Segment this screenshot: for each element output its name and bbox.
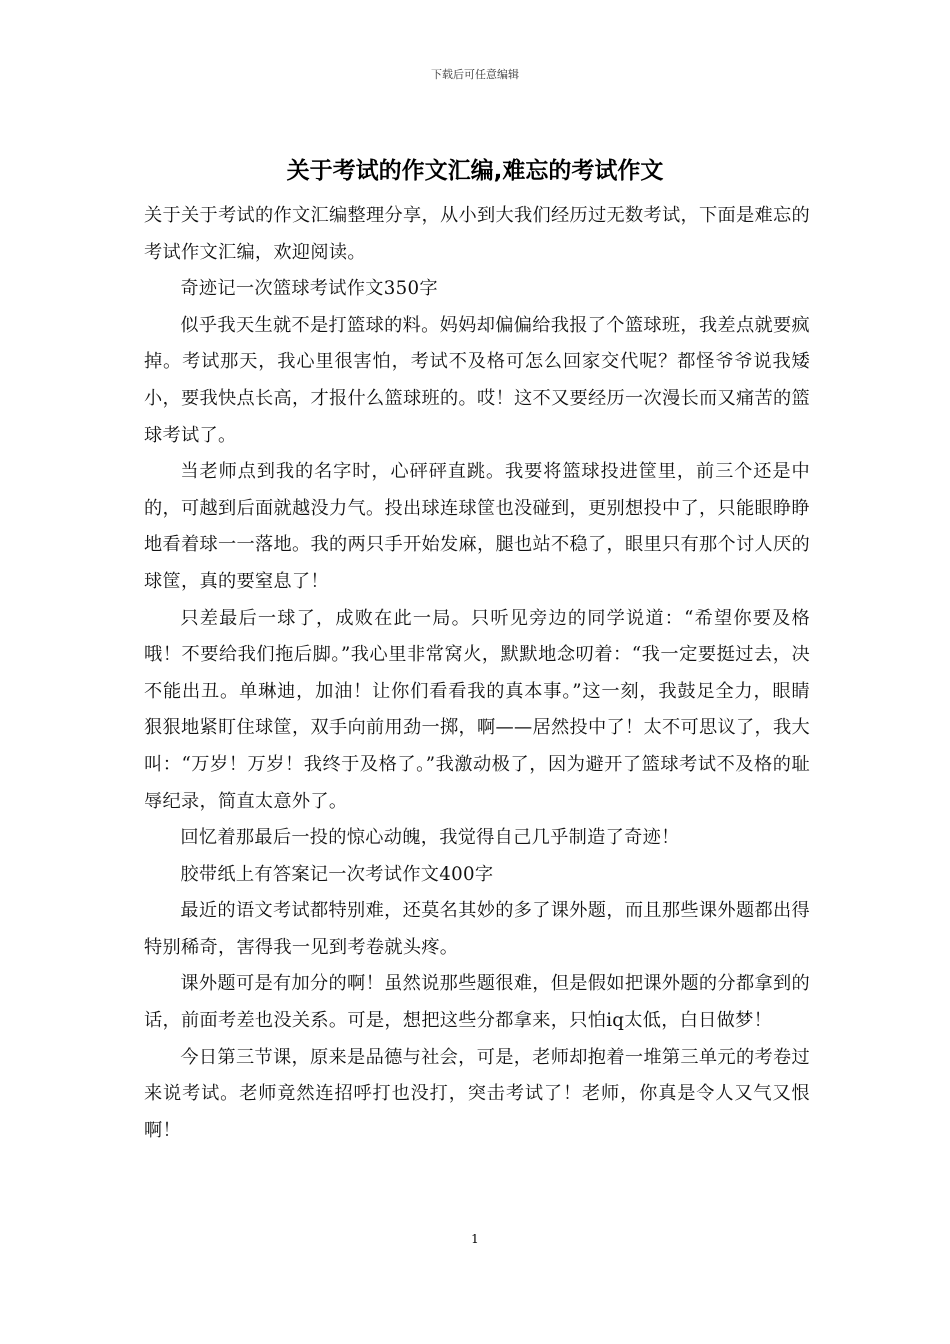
page-number: 1 xyxy=(471,1232,479,1246)
paragraph: 只差最后一球了，成败在此一局。只听见旁边的同学说道：“希望你要及格哦！不要给我们拖后脚。”我心里非常窝火，默默地念叨着：“我一定要挺过去，决不能出丑。单琳迪，加油！让你们看看我的真本事。”这一刻，我鼓足全力，眼睛狠狠地紧盯住球筐，双手向前用劲一掷，啊——居然投中了！太不可思议了，我大叫：“万岁！万岁！我终于及格了。”我激动极了，因为避开了篮球考试不及格的耻辱纪录，简直太意外了。 xyxy=(144,607,810,812)
paragraph: 回忆着那最后一投的惊心动魄，我觉得自己几乎制造了奇迹！ xyxy=(180,827,680,849)
paragraph: 课外题可是有加分的啊！虽然说那些题很难，但是假如把课外题的分都拿到的话，前面考差也没关系。可是，想把这些分都拿来，只怕iq太低，白日做梦！ xyxy=(144,973,810,1032)
paragraph: 最近的语文考试都特别难，还莫名其妙的多了课外题，而且那些课外题都出得特别稀奇，害得我一见到考卷就头疼。 xyxy=(144,900,810,958)
document-title: 关于考试的作文汇编,难忘的考试作文 xyxy=(286,158,664,184)
paragraph: 胶带纸上有答案记一次考试作文400字 xyxy=(180,863,494,885)
paragraph: 奇迹记一次篮球考试作文350字 xyxy=(180,278,438,300)
header-note: 下载后可任意编辑 xyxy=(431,68,519,81)
paragraph: 当老师点到我的名字时，心砰砰直跳。我要将篮球投进筐里，前三个还是中的，可越到后面就越没力气。投出球连球筐也没碰到，更别想投中了，只能眼睁睁地看着球一一落地。我的两只手开始发麻，腿也站不稳了，眼里只有那个讨人厌的球筐，真的要窒息了！ xyxy=(144,461,810,592)
paragraph: 似乎我天生就不是打篮球的料。妈妈却偏偏给我报了个篮球班，我差点就要疯掉。考试那天，我心里很害怕，考试不及格可怎么回家交代呢？都怪爷爷说我矮小，要我快点长高，才报什么篮球班的。哎！这不又要经历一次漫长而又痛苦的篮球考试了。 xyxy=(144,314,810,446)
document-body xyxy=(144,198,810,1149)
paragraph: 关于关于考试的作文汇编整理分享，从小到大我们经历过无数考试，下面是难忘的考试作文汇编，欢迎阅读。 xyxy=(144,205,810,263)
paragraph: 今日第三节课，原来是品德与社会，可是，老师却抱着一堆第三单元的考卷过来说考试。老师竟然连招呼打也没打，突击考试了！老师，你真是令人又气又恨啊！ xyxy=(144,1046,810,1141)
